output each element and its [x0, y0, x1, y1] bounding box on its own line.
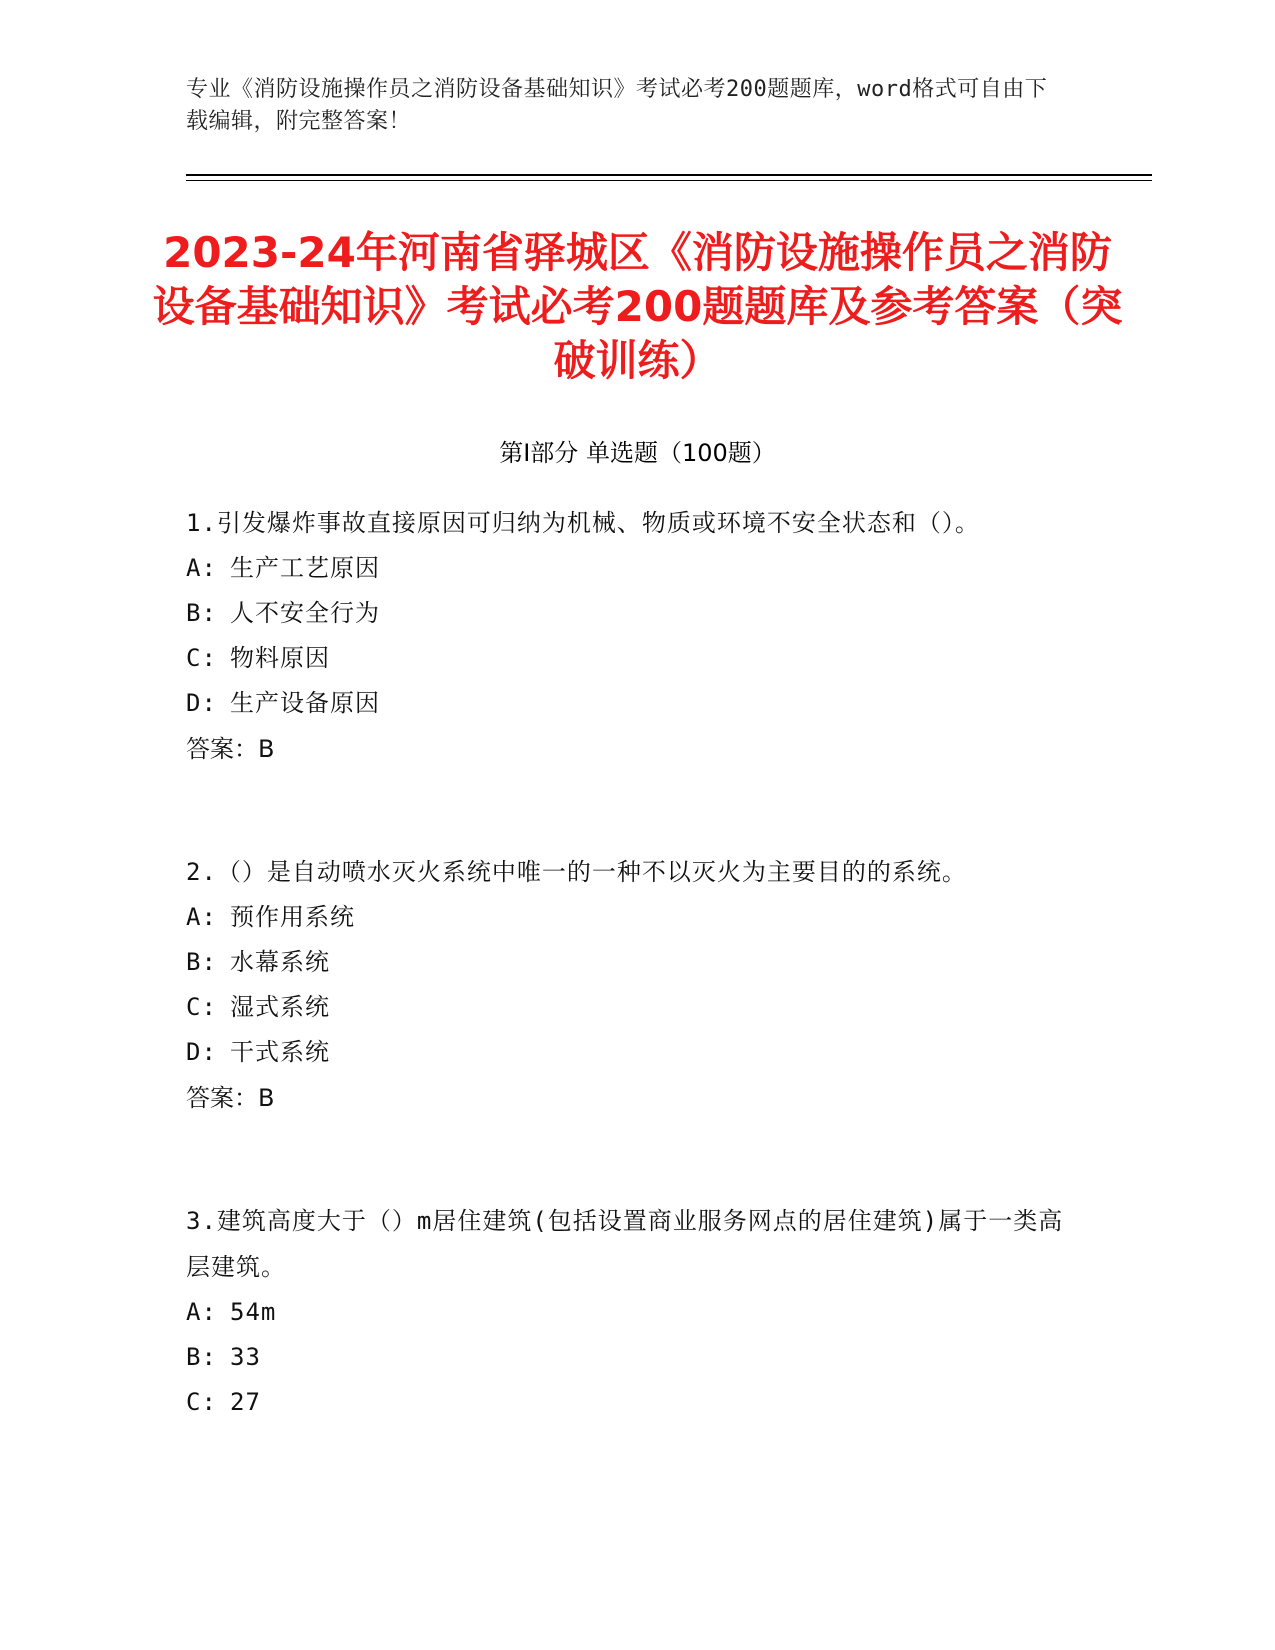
option-a — [186, 546, 1086, 591]
option-c — [186, 636, 1086, 681]
question-stem: 1.引发爆炸事故直接原因可归纳为机械、物质或环境不安全状态和（）。 — [186, 509, 980, 537]
option-b — [186, 1335, 1086, 1380]
option-b — [186, 940, 1086, 985]
option-text: 生产设备原因 — [230, 689, 380, 717]
option-key: C: — [186, 1388, 217, 1416]
header-rule-thin — [186, 180, 1152, 181]
header-note: 专业《消防设施操作员之消防设备基础知识》考试必考200题题库，word格式可自由下载编辑，附完整答案！ — [186, 77, 1048, 134]
question-3 — [186, 1198, 1086, 1425]
option-key: A: — [186, 1298, 217, 1326]
option-text: 生产工艺原因 — [230, 554, 380, 582]
question-1 — [186, 500, 1086, 772]
option-key: D: — [186, 689, 217, 717]
option-text: 预作用系统 — [230, 903, 355, 931]
answer: 答案：B — [186, 1084, 275, 1112]
question-stem: 2.（）是自动喷水灭火系统中唯一的一种不以灭火为主要目的的系统。 — [186, 858, 967, 886]
option-key: A: — [186, 554, 217, 582]
option-a — [186, 1290, 1086, 1335]
option-text: 人不安全行为 — [230, 599, 380, 627]
option-key: B: — [186, 1343, 217, 1371]
header-rule-thick — [186, 174, 1152, 176]
option-text: 物料原因 — [230, 644, 330, 672]
option-text: 水幕系统 — [230, 948, 330, 976]
option-key: B: — [186, 599, 217, 627]
option-key: A: — [186, 903, 217, 931]
option-text: 54m — [230, 1298, 277, 1326]
option-text: 湿式系统 — [230, 993, 330, 1021]
question-stem: 3.建筑高度大于（）m居住建筑(包括设置商业服务网点的居住建筑)属于一类高层建筑。 — [186, 1207, 1064, 1281]
option-key: B: — [186, 948, 217, 976]
option-key: C: — [186, 993, 217, 1021]
option-key: D: — [186, 1038, 217, 1066]
option-c — [186, 1380, 1086, 1425]
option-key: C: — [186, 644, 217, 672]
option-c — [186, 985, 1086, 1030]
option-b — [186, 591, 1086, 636]
document-title: 2023-24年河南省驿城区《消防设施操作员之消防设备基础知识》考试必考200题题库及参考答案（突破训练） — [152, 228, 1123, 385]
section-title: 第I部分 单选题（100题） — [499, 439, 776, 467]
option-text: 27 — [230, 1388, 261, 1416]
option-text: 干式系统 — [230, 1038, 330, 1066]
answer: 答案：B — [186, 735, 275, 763]
question-2 — [186, 849, 1086, 1121]
option-text: 33 — [230, 1343, 261, 1371]
option-d — [186, 1030, 1086, 1075]
option-d — [186, 681, 1086, 726]
option-a — [186, 895, 1086, 940]
